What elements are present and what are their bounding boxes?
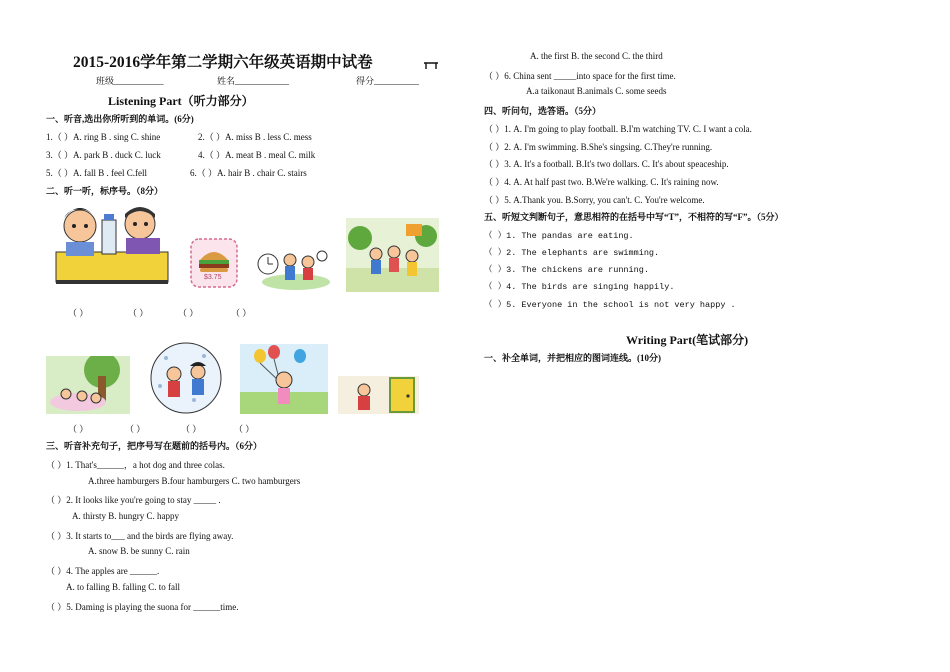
s2-bracket-3[interactable]: （ ） [178,308,199,318]
s3-q3: （ ）3. It starts to___ and the birds are flying away. [46,531,234,541]
s3-q6-options: A.a taikonaut B.animals C. some seeds [526,86,667,96]
class-field[interactable]: 班级___________ [96,76,164,86]
section-2-heading: 二、听一听，标序号。（8分） [46,186,164,196]
section-5-heading: 五、听短文判断句子，意思相符的在括号中写“T”，不相符的写“F”。（5分） [484,212,784,222]
s4-item-2: （ ）2. A. I'm swimming. B.She's singsing. C.They're running. [484,142,713,152]
price-tag-label: $3.75 [204,274,222,281]
s5-item-5: （ ）5. Everyone in the school is not very happy . [484,300,736,310]
s2-bracket-2[interactable]: （ ） [128,308,149,318]
s2-bracket-8[interactable]: （ ） [234,424,255,434]
s3-q4: （ ）4. The apples are ______. [46,566,160,576]
boys-at-table-picture [52,198,172,292]
picnic-under-tree-picture [46,356,130,414]
section-4-heading: 四、听问句，选答语。（5分） [484,106,602,116]
writing-section-1-heading: 一、补全单词，并把相应的图词连线。(10分) [484,353,661,363]
s3-q5: （ ）5. Daming is playing the suona for ______time. [46,602,239,612]
s2-bracket-7[interactable]: （ ） [181,424,202,434]
page-title: 2015-2016学年第二学期六年级英语期中试卷 [73,54,373,71]
children-playing-ball-picture [256,246,330,290]
hamburger-price-tag-picture [188,236,240,290]
writing-heading: Writing Part(笔试部分) [626,333,749,347]
s3-q6: （ ）6. China sent _____into space for the first time. [484,71,676,81]
section-3-heading: 三、听音补充句子，把序号写在题前的括号内。（6分） [46,441,263,451]
s5-item-4: （ ）4. The birds are singing happily. [484,282,675,292]
section-1-heading: 一、听音,选出你所听到的单词。(6分) [46,114,194,124]
s1-row-3-right: 6.（ ）A. hair B . chair C. stairs [190,168,307,178]
s1-row-1-right: 2.（ ）A. miss B . less C. mess [198,132,312,142]
s5-item-1: （ ）1. The pandas are eating. [484,231,634,241]
children-in-snow-picture [146,342,226,414]
s2-bracket-6[interactable]: （ ） [125,424,146,434]
s3-q1: （ ）1. That's______，a hot dog and three colas. [46,460,225,470]
s3-q5-options: A. the first B. the second C. the third [530,51,663,61]
s5-item-3: （ ）3. The chickens are running. [484,265,649,275]
s2-bracket-1[interactable]: （ ） [68,308,89,318]
s3-q3-options: A. snow B. be sunny C. rain [88,546,190,556]
corner-mark-icon [423,58,439,76]
s1-row-2-right: 4.（ ）A. meat B . meal C. milk [198,150,316,160]
s1-row-1-left: 1.（ ）A. ring B . sing C. shine [46,132,161,142]
s4-item-1: （ ）1. A. I'm going to play football. B.I'm watching TV. C. I want a cola. [484,124,752,134]
s3-q2-options: A. thirsty B. hungry C. happy [72,511,179,521]
s5-item-2: （ ）2. The elephants are swimming. [484,248,660,258]
s4-item-3: （ ）3. A. It's a football. B.It's two dollars. C. It's about speaceship. [484,159,729,169]
s4-item-4: （ ）4. A. At half past two. B.We're walking. C. It's raining now. [484,177,719,187]
school-yard-picture [346,218,439,292]
name-field[interactable]: 姓名____________ [217,76,290,86]
s3-q2: （ ）2. It looks like you're going to stay _____ . [46,495,221,505]
s3-q1-options: A.three hamburgers B.four hamburgers C. two hamburgers [88,476,301,486]
s2-bracket-4[interactable]: （ ） [231,308,252,318]
s1-row-3-left: 5.（ ）A. fall B . feel C.fell [46,168,147,178]
score-field[interactable]: 得分__________ [356,76,420,86]
girl-with-balloons-picture [240,344,328,414]
listening-heading: Listening Part（听力部分） [108,94,254,108]
s4-item-5: （ ）5. A.Thank you. B.Sorry, you can't. C. You're welcome. [484,195,705,205]
s2-bracket-5[interactable]: （ ） [68,424,89,434]
s3-q4-options: A. to falling B. falling C. to fall [66,582,180,592]
s1-row-2-left: 3.（ ）A. park B . duck C. luck [46,150,161,160]
girl-at-door-picture [338,376,419,414]
